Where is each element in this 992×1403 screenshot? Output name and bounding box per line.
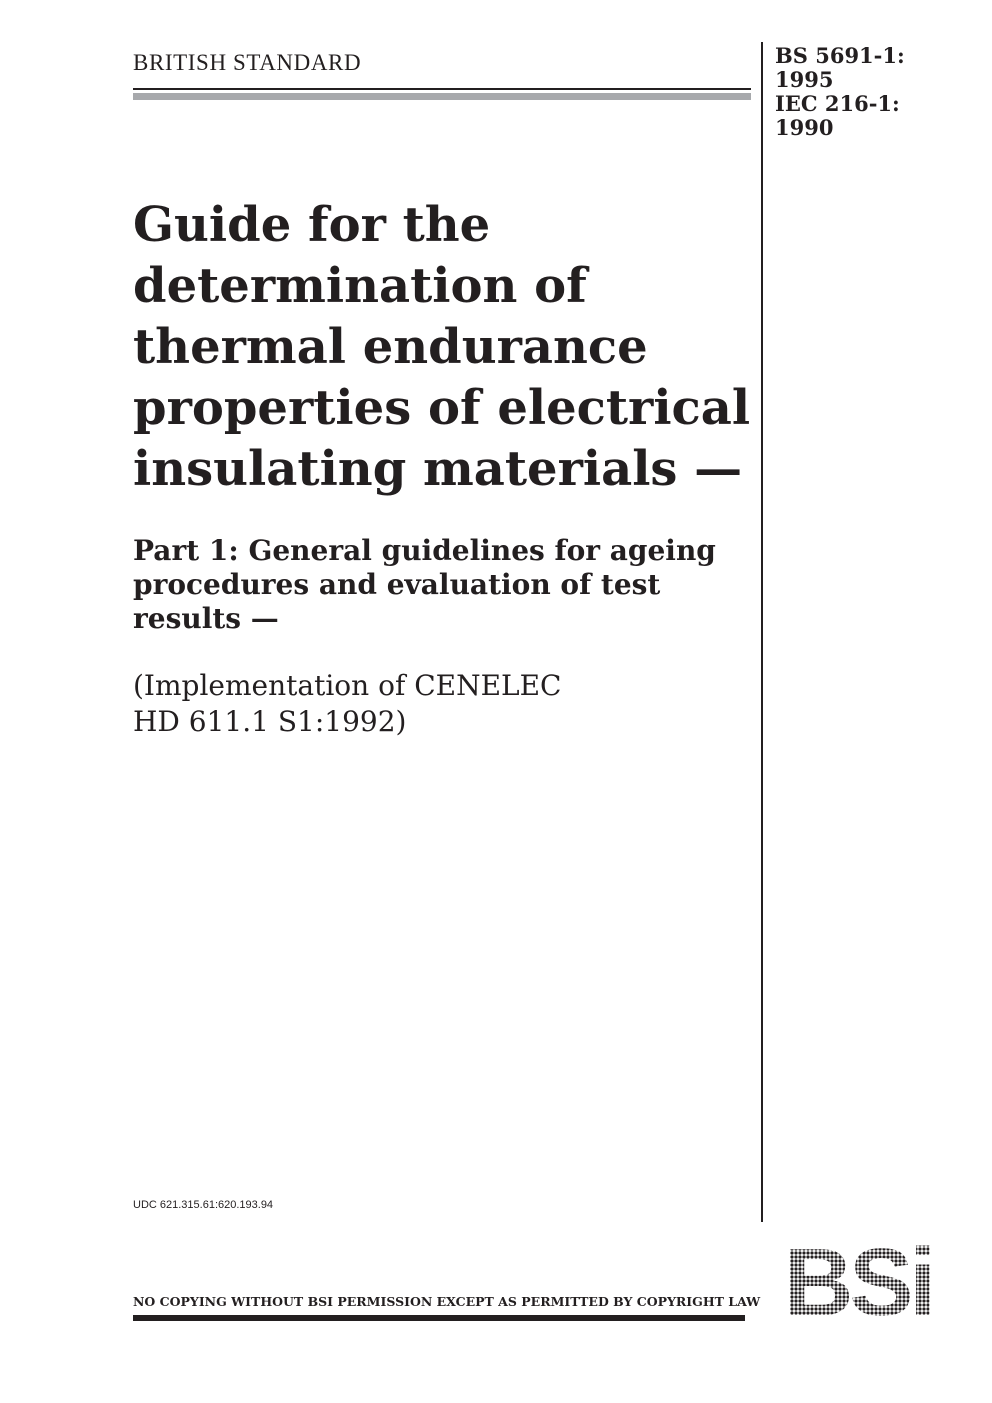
bsi-logo-text: BSi: [783, 1243, 933, 1319]
footer-rule: [133, 1315, 745, 1321]
header-grey-band: [133, 93, 751, 100]
header-rule: [133, 88, 751, 90]
title-line: Guide for the: [133, 197, 491, 253]
standard-number-iec: IEC 216-1:: [775, 91, 900, 116]
standard-year-bs: 1995: [775, 67, 834, 92]
part-line: procedures and evaluation of test: [133, 568, 661, 601]
standard-number-bs: BS 5691-1:: [775, 43, 905, 68]
title-line: thermal endurance: [133, 319, 648, 375]
implementation-note: [133, 668, 753, 740]
publication-type-label: BRITISH STANDARD: [133, 50, 362, 75]
title-line: insulating materials —: [133, 441, 743, 497]
title-line: determination of: [133, 258, 587, 314]
udc-code: UDC 621.315.61:620.193.94: [133, 1199, 274, 1211]
part-line: results —: [133, 602, 279, 635]
standard-year-iec: 1990: [775, 115, 834, 140]
document-title: [133, 195, 753, 500]
copyright-notice: NO COPYING WITHOUT BSI PERMISSION EXCEPT AS PERMITTED BY COPYRIGHT LAW: [133, 1294, 761, 1309]
standard-reference-block: [775, 44, 905, 140]
column-divider: [761, 42, 763, 1222]
part-line: Part 1: General guidelines for ageing: [133, 534, 716, 567]
implementation-line: (Implementation of CENELEC: [133, 669, 562, 702]
title-line: properties of electrical: [133, 380, 751, 436]
implementation-line: HD 611.1 S1:1992): [133, 705, 407, 738]
bsi-logo-icon: [770, 1243, 946, 1319]
part-subtitle: [133, 534, 753, 636]
